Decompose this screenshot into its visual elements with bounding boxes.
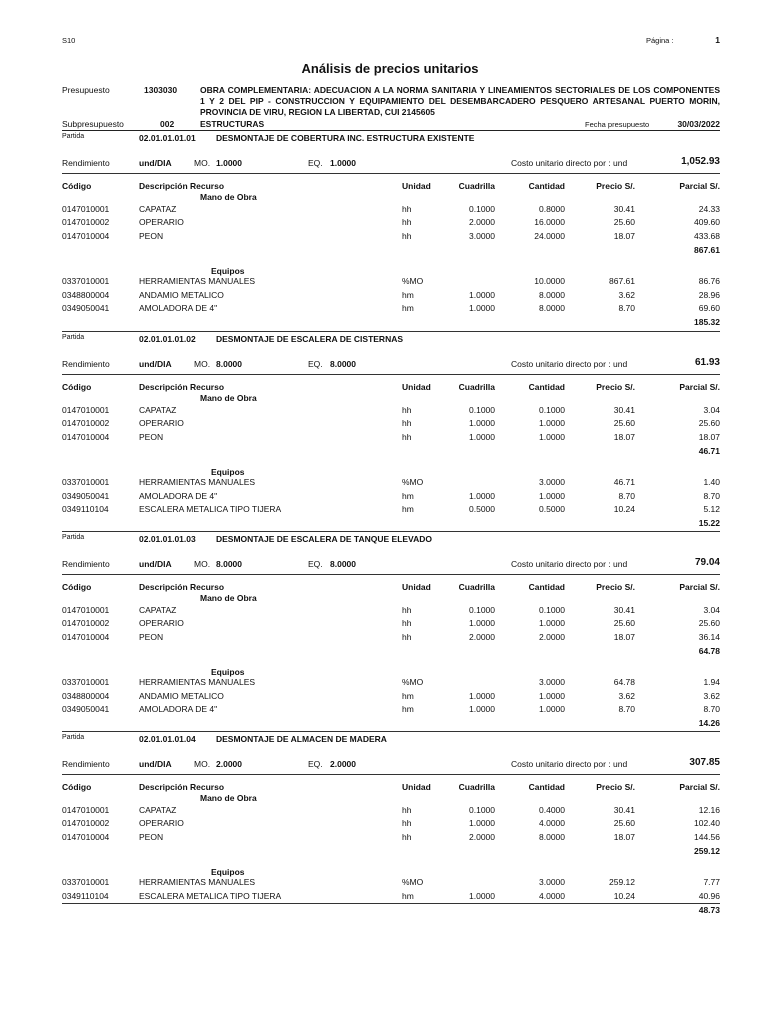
table-row bbox=[0, 432, 768, 444]
row-cuadrilla: 0.1000 bbox=[469, 805, 495, 815]
row-parcial: 8.70 bbox=[703, 704, 720, 714]
row-cantidad: 3.0000 bbox=[539, 477, 565, 488]
mo-value: 2.0000 bbox=[216, 759, 242, 769]
row-descripcion: CAPATAZ bbox=[139, 805, 177, 815]
row-precio: 18.07 bbox=[613, 230, 635, 241]
row-cantidad: 8.0000 bbox=[539, 303, 565, 313]
row-precio: 25.60 bbox=[613, 217, 635, 228]
mo-label: MO. bbox=[194, 759, 211, 769]
row-cantidad: 0.8000 bbox=[539, 204, 565, 214]
row-unidad: %MO bbox=[402, 276, 424, 287]
col-cuadrilla: Cuadrilla bbox=[458, 382, 495, 392]
row-precio: 18.07 bbox=[613, 831, 635, 842]
table-row bbox=[0, 691, 768, 703]
row-parcial: 144.56 bbox=[694, 831, 720, 842]
row-unidad: %MO bbox=[402, 677, 424, 688]
col-cuadrilla: Cuadrilla bbox=[458, 582, 495, 592]
row-precio: 30.41 bbox=[613, 605, 635, 615]
col-cantidad: Cantidad bbox=[528, 181, 565, 191]
costo-value: 61.93 bbox=[694, 357, 720, 368]
header-rule bbox=[62, 374, 720, 375]
row-cantidad: 10.0000 bbox=[534, 276, 565, 287]
row-precio: 25.60 bbox=[613, 418, 635, 429]
col-descripcion: Descripción Recurso bbox=[139, 582, 225, 592]
header-rule bbox=[62, 574, 720, 575]
row-unidad: hm bbox=[402, 490, 414, 501]
col-unidad: Unidad bbox=[402, 382, 431, 392]
table-row bbox=[0, 832, 768, 844]
row-descripcion: AMOLADORA DE 4" bbox=[139, 303, 218, 313]
col-unidad: Unidad bbox=[402, 181, 431, 191]
row-descripcion: OPERARIO bbox=[139, 618, 184, 629]
costo-value: 79.04 bbox=[694, 557, 720, 568]
col-codigo: Código bbox=[62, 782, 92, 792]
rendimiento-label: Rendimiento bbox=[62, 158, 110, 168]
row-descripcion: PEON bbox=[139, 431, 164, 442]
row-cuadrilla: 1.0000 bbox=[469, 418, 495, 429]
row-unidad: hm bbox=[402, 504, 414, 514]
rendimiento-unit: und/DIA bbox=[139, 759, 172, 769]
row-descripcion: PEON bbox=[139, 631, 164, 642]
row-codigo: 0349110104 bbox=[62, 890, 109, 901]
row-codigo: 0349050041 bbox=[62, 303, 110, 313]
col-cuadrilla: Cuadrilla bbox=[458, 181, 495, 191]
table-row bbox=[0, 418, 768, 430]
costo-label: Costo unitario directo por : und bbox=[511, 158, 628, 168]
row-cantidad: 8.0000 bbox=[539, 289, 565, 300]
table-row bbox=[0, 891, 768, 903]
row-cuadrilla: 1.0000 bbox=[469, 289, 495, 300]
partida-description: DESMONTAJE DE COBERTURA INC. ESTRUCTURA EXISTENTE bbox=[216, 133, 475, 143]
presupuesto-label: Presupuesto bbox=[62, 85, 110, 95]
row-precio: 10.24 bbox=[613, 890, 635, 901]
row-descripcion: ANDAMIO METALICO bbox=[139, 289, 224, 300]
table-row bbox=[0, 632, 768, 644]
fecha-value: 30/03/2022 bbox=[677, 119, 720, 129]
row-descripcion: HERRAMIENTAS MANUALES bbox=[139, 276, 256, 287]
col-codigo: Código bbox=[62, 582, 92, 592]
row-codigo: 0147010001 bbox=[62, 805, 110, 815]
row-parcial: 3.62 bbox=[703, 690, 720, 701]
row-cuadrilla: 1.0000 bbox=[469, 490, 495, 501]
row-unidad: hh bbox=[402, 431, 412, 442]
partida-label: Partida bbox=[62, 133, 85, 140]
section-top-rule bbox=[62, 531, 720, 532]
costo-value: 307.85 bbox=[689, 757, 720, 768]
row-cuadrilla: 3.0000 bbox=[469, 230, 495, 241]
mo-value: 1.0000 bbox=[216, 158, 242, 168]
rendimiento-unit: und/DIA bbox=[139, 359, 172, 369]
rendimiento-label: Rendimiento bbox=[62, 759, 110, 769]
table-row bbox=[0, 405, 768, 417]
row-precio: 25.60 bbox=[613, 618, 635, 629]
eq-label: EQ. bbox=[308, 559, 323, 569]
table-row bbox=[0, 290, 768, 302]
rendimiento-label: Rendimiento bbox=[62, 559, 110, 569]
system-label: S10 bbox=[62, 36, 76, 45]
bottom-rule bbox=[62, 903, 720, 904]
mano-obra-total: 64.78 bbox=[698, 646, 720, 657]
col-parcial: Parcial S/. bbox=[679, 181, 720, 191]
table-row bbox=[0, 805, 768, 817]
col-unidad: Unidad bbox=[402, 582, 431, 592]
row-codigo: 0348800004 bbox=[62, 289, 110, 300]
row-cuadrilla: 1.0000 bbox=[469, 618, 495, 629]
row-codigo: 0147010002 bbox=[62, 217, 110, 228]
header-rule bbox=[62, 774, 720, 775]
row-cantidad: 0.1000 bbox=[539, 605, 565, 615]
partida-label: Partida bbox=[62, 734, 85, 741]
group-equipos: Equipos bbox=[211, 667, 245, 678]
eq-value: 2.0000 bbox=[330, 759, 356, 769]
row-cuadrilla: 1.0000 bbox=[469, 704, 495, 714]
col-descripcion: Descripción Recurso bbox=[139, 782, 225, 792]
row-unidad: hh bbox=[402, 831, 412, 842]
col-precio: Precio S/. bbox=[596, 582, 635, 592]
row-codigo: 0147010002 bbox=[62, 818, 110, 829]
col-codigo: Código bbox=[62, 181, 92, 191]
col-descripcion: Descripción Recurso bbox=[139, 382, 225, 392]
row-codigo: 0348800004 bbox=[62, 690, 110, 701]
costo-label: Costo unitario directo por : und bbox=[511, 559, 628, 569]
row-codigo: 0337010001 bbox=[62, 677, 110, 688]
row-parcial: 40.96 bbox=[698, 890, 720, 901]
row-precio: 3.62 bbox=[618, 289, 635, 300]
col-unidad: Unidad bbox=[402, 782, 431, 792]
row-unidad: hm bbox=[402, 303, 414, 313]
row-parcial: 28.96 bbox=[698, 289, 720, 300]
table-row bbox=[0, 276, 768, 288]
row-cantidad: 0.1000 bbox=[539, 405, 565, 415]
row-descripcion: CAPATAZ bbox=[139, 405, 177, 415]
row-parcial: 25.60 bbox=[698, 418, 720, 429]
row-precio: 25.60 bbox=[613, 818, 635, 829]
row-cuadrilla: 1.0000 bbox=[469, 431, 495, 442]
row-cuadrilla: 0.1000 bbox=[469, 605, 495, 615]
section-top-rule bbox=[62, 731, 720, 732]
partida-label: Partida bbox=[62, 334, 85, 341]
mano-obra-total: 867.61 bbox=[694, 245, 720, 256]
eq-label: EQ. bbox=[308, 759, 323, 769]
presupuesto-description: OBRA COMPLEMENTARIA: ADECUACION A LA NORMA SANITARIA Y LINEAMIENTOS SECTORIALES DE LOS COMPONENTES 1 Y 2 DEL PIP - CONSTRUCCION Y EQUIPAMIENTO DEL DESEMBARCADERO PESQUERO ARTESANAL PUERTO MORIN, PROVINCIA DE VIRU, REGION LA LIBERTAD, CUI 2145605 bbox=[200, 85, 720, 117]
row-precio: 46.71 bbox=[613, 477, 635, 488]
row-parcial: 102.40 bbox=[694, 818, 720, 829]
row-precio: 64.78 bbox=[613, 677, 635, 688]
group-equipos: Equipos bbox=[211, 266, 245, 277]
row-unidad: hh bbox=[402, 605, 412, 615]
row-codigo: 0147010001 bbox=[62, 605, 110, 615]
page-number: 1 bbox=[715, 35, 720, 45]
row-cantidad: 1.0000 bbox=[539, 418, 565, 429]
row-parcial: 3.04 bbox=[703, 405, 720, 415]
row-cantidad: 4.0000 bbox=[539, 890, 565, 901]
row-descripcion: HERRAMIENTAS MANUALES bbox=[139, 477, 256, 488]
row-parcial: 25.60 bbox=[698, 618, 720, 629]
row-cuadrilla: 1.0000 bbox=[469, 818, 495, 829]
row-codigo: 0147010004 bbox=[62, 831, 110, 842]
partida-code: 02.01.01.01.02 bbox=[139, 334, 196, 344]
row-descripcion: CAPATAZ bbox=[139, 605, 177, 615]
col-parcial: Parcial S/. bbox=[679, 782, 720, 792]
section-top-rule bbox=[62, 130, 720, 131]
header-rule bbox=[62, 173, 720, 174]
group-equipos: Equipos bbox=[211, 467, 245, 478]
mo-label: MO. bbox=[194, 158, 211, 168]
row-precio: 8.70 bbox=[618, 303, 635, 313]
row-unidad: hm bbox=[402, 890, 414, 901]
row-unidad: hm bbox=[402, 704, 414, 714]
col-parcial: Parcial S/. bbox=[679, 382, 720, 392]
page-title: Análisis de precios unitarios bbox=[301, 61, 479, 76]
partida-code: 02.01.01.01.01 bbox=[139, 133, 196, 143]
row-descripcion: HERRAMIENTAS MANUALES bbox=[139, 877, 256, 888]
partida-description: DESMONTAJE DE ESCALERA DE CISTERNAS bbox=[216, 334, 404, 344]
presupuesto-code: 1303030 bbox=[144, 85, 178, 95]
row-parcial: 5.12 bbox=[703, 504, 720, 514]
partida-description: DESMONTAJE DE ALMACEN DE MADERA bbox=[216, 734, 387, 744]
row-parcial: 433.68 bbox=[694, 230, 720, 241]
row-unidad: hh bbox=[402, 805, 412, 815]
row-parcial: 409.60 bbox=[694, 217, 720, 228]
row-cuadrilla: 0.5000 bbox=[469, 504, 495, 514]
row-parcial: 36.14 bbox=[698, 631, 720, 642]
row-unidad: hh bbox=[402, 418, 412, 429]
group-mano-obra: Mano de Obra bbox=[200, 393, 257, 403]
row-parcial: 24.33 bbox=[698, 204, 720, 214]
row-unidad: hh bbox=[402, 230, 412, 241]
rendimiento-label: Rendimiento bbox=[62, 359, 110, 369]
row-unidad: hh bbox=[402, 618, 412, 629]
row-descripcion: OPERARIO bbox=[139, 418, 184, 429]
row-precio: 8.70 bbox=[618, 704, 635, 714]
partida-label: Partida bbox=[62, 534, 85, 541]
subpresupuesto-label: Subpresupuesto bbox=[62, 119, 124, 129]
eq-value: 1.0000 bbox=[330, 158, 356, 168]
row-codigo: 0147010002 bbox=[62, 618, 110, 629]
row-cuadrilla: 1.0000 bbox=[469, 303, 495, 313]
col-cantidad: Cantidad bbox=[528, 782, 565, 792]
row-unidad: hh bbox=[402, 405, 412, 415]
table-row bbox=[0, 618, 768, 630]
mo-label: MO. bbox=[194, 559, 211, 569]
row-codigo: 0337010001 bbox=[62, 276, 110, 287]
row-cantidad: 16.0000 bbox=[534, 217, 565, 228]
group-mano-obra: Mano de Obra bbox=[200, 192, 257, 202]
col-parcial: Parcial S/. bbox=[679, 582, 720, 592]
table-row bbox=[0, 204, 768, 216]
row-cantidad: 3.0000 bbox=[539, 877, 565, 888]
row-cantidad: 8.0000 bbox=[539, 831, 565, 842]
row-descripcion: PEON bbox=[139, 831, 164, 842]
row-precio: 867.61 bbox=[609, 276, 635, 287]
table-row bbox=[0, 704, 768, 716]
row-cantidad: 1.0000 bbox=[539, 490, 565, 501]
col-cantidad: Cantidad bbox=[528, 382, 565, 392]
subpresupuesto-name: ESTRUCTURAS bbox=[200, 119, 265, 129]
row-parcial: 7.77 bbox=[703, 877, 720, 888]
row-parcial: 3.04 bbox=[703, 605, 720, 615]
partida-section bbox=[0, 731, 768, 951]
row-cantidad: 0.5000 bbox=[539, 504, 565, 514]
eq-value: 8.0000 bbox=[330, 359, 356, 369]
col-descripcion: Descripción Recurso bbox=[139, 181, 225, 191]
row-codigo: 0337010001 bbox=[62, 477, 110, 488]
row-codigo: 0147010001 bbox=[62, 405, 110, 415]
col-codigo: Código bbox=[62, 382, 92, 392]
row-precio: 259.12 bbox=[609, 877, 635, 888]
row-precio: 30.41 bbox=[613, 805, 635, 815]
row-cuadrilla: 1.0000 bbox=[469, 690, 495, 701]
row-cantidad: 1.0000 bbox=[539, 618, 565, 629]
table-row bbox=[0, 677, 768, 689]
row-parcial: 69.60 bbox=[698, 303, 720, 313]
subpresupuesto-code: 002 bbox=[160, 119, 175, 129]
row-cuadrilla: 0.1000 bbox=[469, 405, 495, 415]
row-unidad: hh bbox=[402, 204, 412, 214]
row-unidad: hh bbox=[402, 631, 412, 642]
row-parcial: 86.76 bbox=[698, 276, 720, 287]
row-precio: 30.41 bbox=[613, 405, 635, 415]
col-precio: Precio S/. bbox=[596, 181, 635, 191]
row-codigo: 0147010004 bbox=[62, 431, 110, 442]
rendimiento-unit: und/DIA bbox=[139, 158, 172, 168]
row-unidad: hh bbox=[402, 217, 412, 228]
row-parcial: 18.07 bbox=[698, 431, 720, 442]
equipos-total: 48.73 bbox=[698, 905, 720, 915]
row-cantidad: 4.0000 bbox=[539, 818, 565, 829]
rendimiento-unit: und/DIA bbox=[139, 559, 172, 569]
row-parcial: 1.40 bbox=[703, 477, 720, 488]
page-label: Página : bbox=[646, 36, 674, 45]
row-unidad: hh bbox=[402, 818, 412, 829]
row-cantidad: 2.0000 bbox=[539, 631, 565, 642]
row-cuadrilla: 2.0000 bbox=[469, 217, 495, 228]
costo-label: Costo unitario directo por : und bbox=[511, 759, 628, 769]
mano-obra-total: 259.12 bbox=[694, 846, 720, 857]
row-unidad: hm bbox=[402, 690, 414, 701]
row-parcial: 1.94 bbox=[703, 677, 720, 688]
row-codigo: 0349050041 bbox=[62, 704, 110, 714]
row-descripcion: ESCALERA METALICA TIPO TIJERA bbox=[139, 890, 282, 901]
table-row bbox=[0, 217, 768, 229]
costo-value: 1,052.93 bbox=[681, 156, 720, 167]
col-cantidad: Cantidad bbox=[528, 582, 565, 592]
row-codigo: 0349050041 bbox=[62, 490, 110, 501]
table-row bbox=[0, 303, 768, 315]
row-codigo: 0337010001 bbox=[62, 877, 110, 888]
row-cantidad: 0.4000 bbox=[539, 805, 565, 815]
equipos-total: 14.26 bbox=[698, 718, 720, 729]
row-unidad: hm bbox=[402, 289, 414, 300]
row-descripcion: OPERARIO bbox=[139, 818, 184, 829]
row-cuadrilla: 0.1000 bbox=[469, 204, 495, 214]
row-unidad: %MO bbox=[402, 877, 424, 888]
partida-section bbox=[0, 130, 768, 350]
row-precio: 3.62 bbox=[618, 690, 635, 701]
mo-value: 8.0000 bbox=[216, 559, 242, 569]
table-row bbox=[0, 504, 768, 516]
row-precio: 30.41 bbox=[613, 204, 635, 214]
section-top-rule bbox=[62, 331, 720, 332]
col-precio: Precio S/. bbox=[596, 782, 635, 792]
row-descripcion: AMOLADORA DE 4" bbox=[139, 704, 218, 714]
row-cantidad: 24.0000 bbox=[534, 230, 565, 241]
row-cuadrilla: 2.0000 bbox=[469, 831, 495, 842]
partida-section bbox=[0, 531, 768, 751]
row-descripcion: PEON bbox=[139, 230, 164, 241]
row-descripcion: OPERARIO bbox=[139, 217, 184, 228]
row-cuadrilla: 2.0000 bbox=[469, 631, 495, 642]
row-descripcion: ESCALERA METALICA TIPO TIJERA bbox=[139, 504, 282, 514]
row-cantidad: 1.0000 bbox=[539, 431, 565, 442]
row-precio: 18.07 bbox=[613, 631, 635, 642]
fecha-label: Fecha presupuesto bbox=[585, 120, 650, 129]
group-mano-obra: Mano de Obra bbox=[200, 593, 257, 603]
equipos-total: 185.32 bbox=[694, 317, 720, 328]
table-row bbox=[0, 605, 768, 617]
table-row bbox=[0, 477, 768, 489]
row-cantidad: 3.0000 bbox=[539, 677, 565, 688]
row-descripcion: HERRAMIENTAS MANUALES bbox=[139, 677, 256, 688]
partida-code: 02.01.01.01.04 bbox=[139, 734, 196, 744]
eq-label: EQ. bbox=[308, 359, 323, 369]
row-codigo: 0147010002 bbox=[62, 418, 110, 429]
row-codigo: 0349110104 bbox=[62, 504, 109, 514]
row-precio: 10.24 bbox=[613, 504, 635, 514]
row-descripcion: CAPATAZ bbox=[139, 204, 177, 214]
col-precio: Precio S/. bbox=[596, 382, 635, 392]
col-cuadrilla: Cuadrilla bbox=[458, 782, 495, 792]
table-row bbox=[0, 818, 768, 830]
table-row bbox=[0, 491, 768, 503]
eq-label: EQ. bbox=[308, 158, 323, 168]
row-parcial: 12.16 bbox=[698, 805, 720, 815]
mano-obra-total: 46.71 bbox=[698, 446, 720, 457]
row-cantidad: 1.0000 bbox=[539, 690, 565, 701]
row-descripcion: ANDAMIO METALICO bbox=[139, 690, 224, 701]
table-row bbox=[0, 877, 768, 889]
table-row bbox=[0, 231, 768, 243]
partida-description: DESMONTAJE DE ESCALERA DE TANQUE ELEVADO bbox=[216, 534, 432, 544]
row-codigo: 0147010004 bbox=[62, 631, 110, 642]
row-cantidad: 1.0000 bbox=[539, 704, 565, 714]
eq-value: 8.0000 bbox=[330, 559, 356, 569]
row-cuadrilla: 1.0000 bbox=[469, 890, 495, 901]
partida-section bbox=[0, 331, 768, 551]
mo-value: 8.0000 bbox=[216, 359, 242, 369]
group-mano-obra: Mano de Obra bbox=[200, 793, 257, 803]
mo-label: MO. bbox=[194, 359, 211, 369]
equipos-total: 15.22 bbox=[698, 518, 720, 529]
row-codigo: 0147010001 bbox=[62, 204, 110, 214]
row-codigo: 0147010004 bbox=[62, 230, 110, 241]
group-equipos: Equipos bbox=[211, 867, 245, 878]
row-unidad: %MO bbox=[402, 477, 424, 488]
partida-code: 02.01.01.01.03 bbox=[139, 534, 196, 544]
costo-label: Costo unitario directo por : und bbox=[511, 359, 628, 369]
row-precio: 18.07 bbox=[613, 431, 635, 442]
row-parcial: 8.70 bbox=[703, 490, 720, 501]
row-precio: 8.70 bbox=[618, 490, 635, 501]
row-descripcion: AMOLADORA DE 4" bbox=[139, 490, 218, 501]
